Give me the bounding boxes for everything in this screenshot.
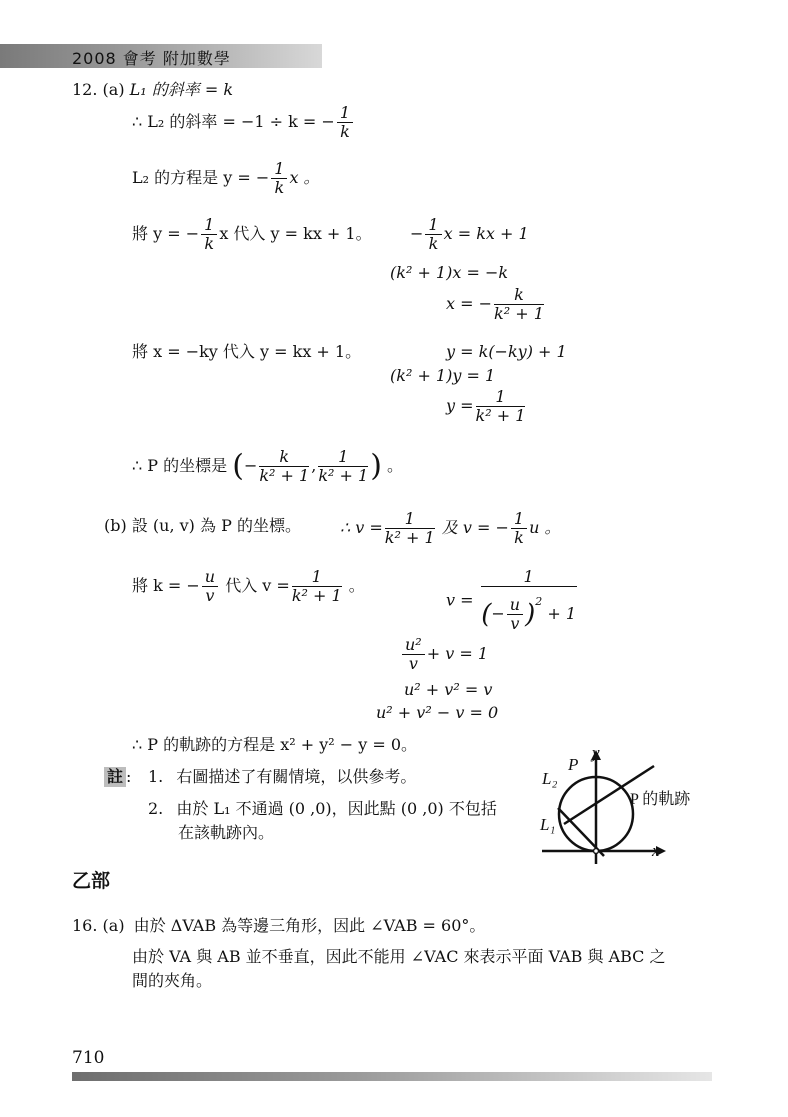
rv-inner-fraction: [507, 596, 523, 633]
note-colon: :: [126, 767, 132, 786]
sub1-prefix: 將 y = −: [132, 224, 200, 243]
rv-den-close: ): [525, 599, 536, 630]
fraction-numerator: u: [507, 596, 523, 615]
fraction-denominator: k: [340, 122, 350, 141]
fraction-denominator: k² + 1: [291, 586, 342, 605]
r6-prefix: y =: [446, 396, 474, 415]
q16-line-3: 間的夾角。: [132, 971, 213, 990]
v-fraction: [385, 510, 435, 547]
rv-den-open: (: [481, 599, 492, 630]
fraction-numerator: 1: [292, 568, 342, 587]
sub3-fraction-2: [292, 568, 342, 605]
coord-prefix: ∴ P 的坐標是: [132, 456, 228, 475]
page-number: 710: [72, 1048, 105, 1068]
q12-line-1: [72, 80, 233, 100]
fraction-denominator: k² + 1: [318, 466, 369, 485]
locus-equation: ∴ P 的軌跡的方程是 x² + y² − y = 0。: [132, 735, 418, 754]
sub3-fraction: [202, 568, 218, 605]
label-locus: P 的軌跡: [630, 791, 691, 808]
rv-den-exponent: 2: [535, 595, 543, 608]
step-row-1: [400, 636, 488, 673]
header-title: 2008 會考 附加數學: [72, 49, 231, 68]
note-2-line-2: 在該軌跡內。: [178, 823, 275, 842]
header-bar: [0, 44, 322, 68]
r6-fraction: [476, 388, 526, 425]
section-title: 乙部: [72, 870, 111, 892]
fraction-numerator: 1: [511, 510, 527, 529]
working-row-2: (k² + 1)x = −k: [390, 263, 509, 282]
and-fraction: [511, 510, 527, 547]
fraction-numerator: 1: [481, 568, 577, 587]
substitution-3: [132, 568, 365, 605]
rv-den-tail: + 1: [547, 604, 577, 623]
s1-fraction: [402, 636, 425, 673]
fraction-denominator: k² + 1: [494, 304, 544, 323]
sub1-suffix: x 代入 y = kx + 1。: [219, 224, 372, 243]
footer-bar: [72, 1072, 712, 1081]
note-1-text: 右圖描述了有關情境，以供參考。: [176, 767, 417, 786]
fraction-denominator: k: [204, 234, 215, 253]
l2-equation-line: [132, 160, 320, 197]
l1-slope-text: L₁ 的斜率 = k: [129, 80, 234, 99]
q16-line-1: [72, 916, 485, 936]
note-1: [148, 767, 416, 787]
part-b-intro-text: 設 (u, v) 為 P 的坐標。: [131, 516, 301, 535]
fraction-denominator: k: [514, 528, 524, 547]
notes-header: [104, 767, 131, 787]
r3-prefix: x = −: [446, 294, 493, 313]
label-x: x: [652, 841, 660, 860]
note-mark: 註: [104, 767, 126, 787]
r1-suffix: x = kx + 1: [443, 224, 529, 243]
working-row-1: [410, 216, 529, 253]
fraction-numerator: u: [202, 568, 218, 587]
q12-number: 12.: [72, 80, 98, 99]
working-row-5: (k² + 1)y = 1: [390, 366, 496, 385]
fraction-denominator: k: [274, 178, 285, 197]
fraction-numerator: k: [259, 448, 309, 467]
r1-prefix: −: [410, 224, 424, 243]
r1-fraction: [425, 216, 441, 253]
note-2-number: 2.: [148, 799, 164, 818]
fraction-numerator: 1: [337, 104, 353, 123]
r3-fraction: [494, 286, 544, 323]
and-v: 及 v = −: [441, 518, 509, 537]
coord-fraction-1: [259, 448, 309, 485]
locus-diagram: [536, 740, 736, 868]
q16-line-2: 由於 VA 與 AB 並不垂直，因此不能用 ∠VAC 來表示平面 VAB 與 ABC 之: [132, 947, 666, 966]
fraction-numerator: u²: [402, 636, 425, 655]
q12-part-b-label: (b): [104, 516, 127, 535]
rv-den-minus: −: [491, 604, 505, 623]
fraction-denominator: v: [205, 586, 215, 605]
coordinates-line: [132, 448, 403, 485]
coord-close: ): [370, 448, 382, 484]
fraction-denominator: k² + 1: [475, 406, 526, 425]
working-row-6: [446, 388, 527, 425]
fraction-denominator: k² + 1: [384, 528, 435, 547]
label-l2: L₂: [542, 769, 558, 788]
l2-eq-prefix: L₂ 的方程是 y = −: [132, 168, 270, 187]
q16-part-label: (a): [102, 916, 125, 935]
substitution-2: 將 x = −ky 代入 y = kx + 1。: [132, 342, 362, 361]
sub3-end: 。: [348, 576, 365, 595]
label-l1: L₁: [540, 815, 556, 834]
note-1-number: 1.: [148, 767, 164, 786]
working-row-3: [446, 286, 546, 323]
fraction-numerator: k: [494, 286, 544, 305]
fraction-numerator: 1: [271, 160, 287, 179]
label-y: y: [592, 743, 600, 762]
fraction-denominator: k² + 1: [259, 466, 310, 485]
fraction-numerator: 1: [476, 388, 526, 407]
l2-eq-fraction: [271, 160, 287, 197]
l2-eq-suffix: x 。: [289, 168, 320, 187]
rv-prefix: v =: [446, 590, 474, 610]
fraction-denominator: k: [428, 234, 439, 253]
note-2-line-1: 由於 L₁ 不通過 (0 ,0)，因此點 (0 ,0) 不包括: [176, 799, 497, 818]
v-and-u-relations: [340, 510, 560, 547]
rv-fraction: [481, 568, 577, 633]
origin-point: [594, 849, 599, 854]
fraction-numerator: 1: [425, 216, 441, 235]
note-2: [148, 799, 497, 819]
l2-slope-fraction: [337, 104, 353, 141]
part-b-intro: [104, 516, 301, 536]
l2-slope-line: [132, 104, 355, 141]
label-p: P: [568, 755, 579, 774]
sub3-mid: 代入 v =: [225, 576, 290, 595]
coord-minus: −: [243, 456, 258, 475]
sub3-prefix: 將 k = −: [132, 576, 200, 595]
coord-open: (: [232, 448, 244, 484]
fraction-numerator: 1: [201, 216, 217, 235]
q16-number: 16.: [72, 916, 98, 935]
step-row-2: u² + v² = v: [404, 680, 493, 699]
fraction-denominator: v: [510, 614, 520, 633]
fraction-numerator: 1: [318, 448, 368, 467]
working-row-4: y = k(−ky) + 1: [446, 342, 567, 361]
rv-denominator: [481, 587, 577, 633]
coord-comma: ,: [311, 456, 317, 475]
l2-slope-prefix: ∴ L₂ 的斜率 = −1 ÷ k = −: [132, 112, 335, 131]
q12-part-a-label: (a): [102, 80, 125, 99]
v-compound-expression: [446, 568, 579, 633]
substitution-1: [132, 216, 372, 253]
sub1-fraction: [201, 216, 217, 253]
therefore-v: ∴ v =: [340, 518, 383, 537]
fraction-denominator: v: [408, 654, 418, 673]
coord-fraction-2: [318, 448, 368, 485]
s1-suffix: + v = 1: [426, 644, 489, 663]
step-row-3: u² + v² − v = 0: [376, 703, 499, 722]
and-suffix: u 。: [529, 518, 561, 537]
coord-end: 。: [387, 456, 404, 475]
q16-line-1-text: 由於 ΔVAB 為等邊三角形，因此 ∠VAB = 60°。: [133, 916, 486, 935]
fraction-numerator: 1: [385, 510, 435, 529]
